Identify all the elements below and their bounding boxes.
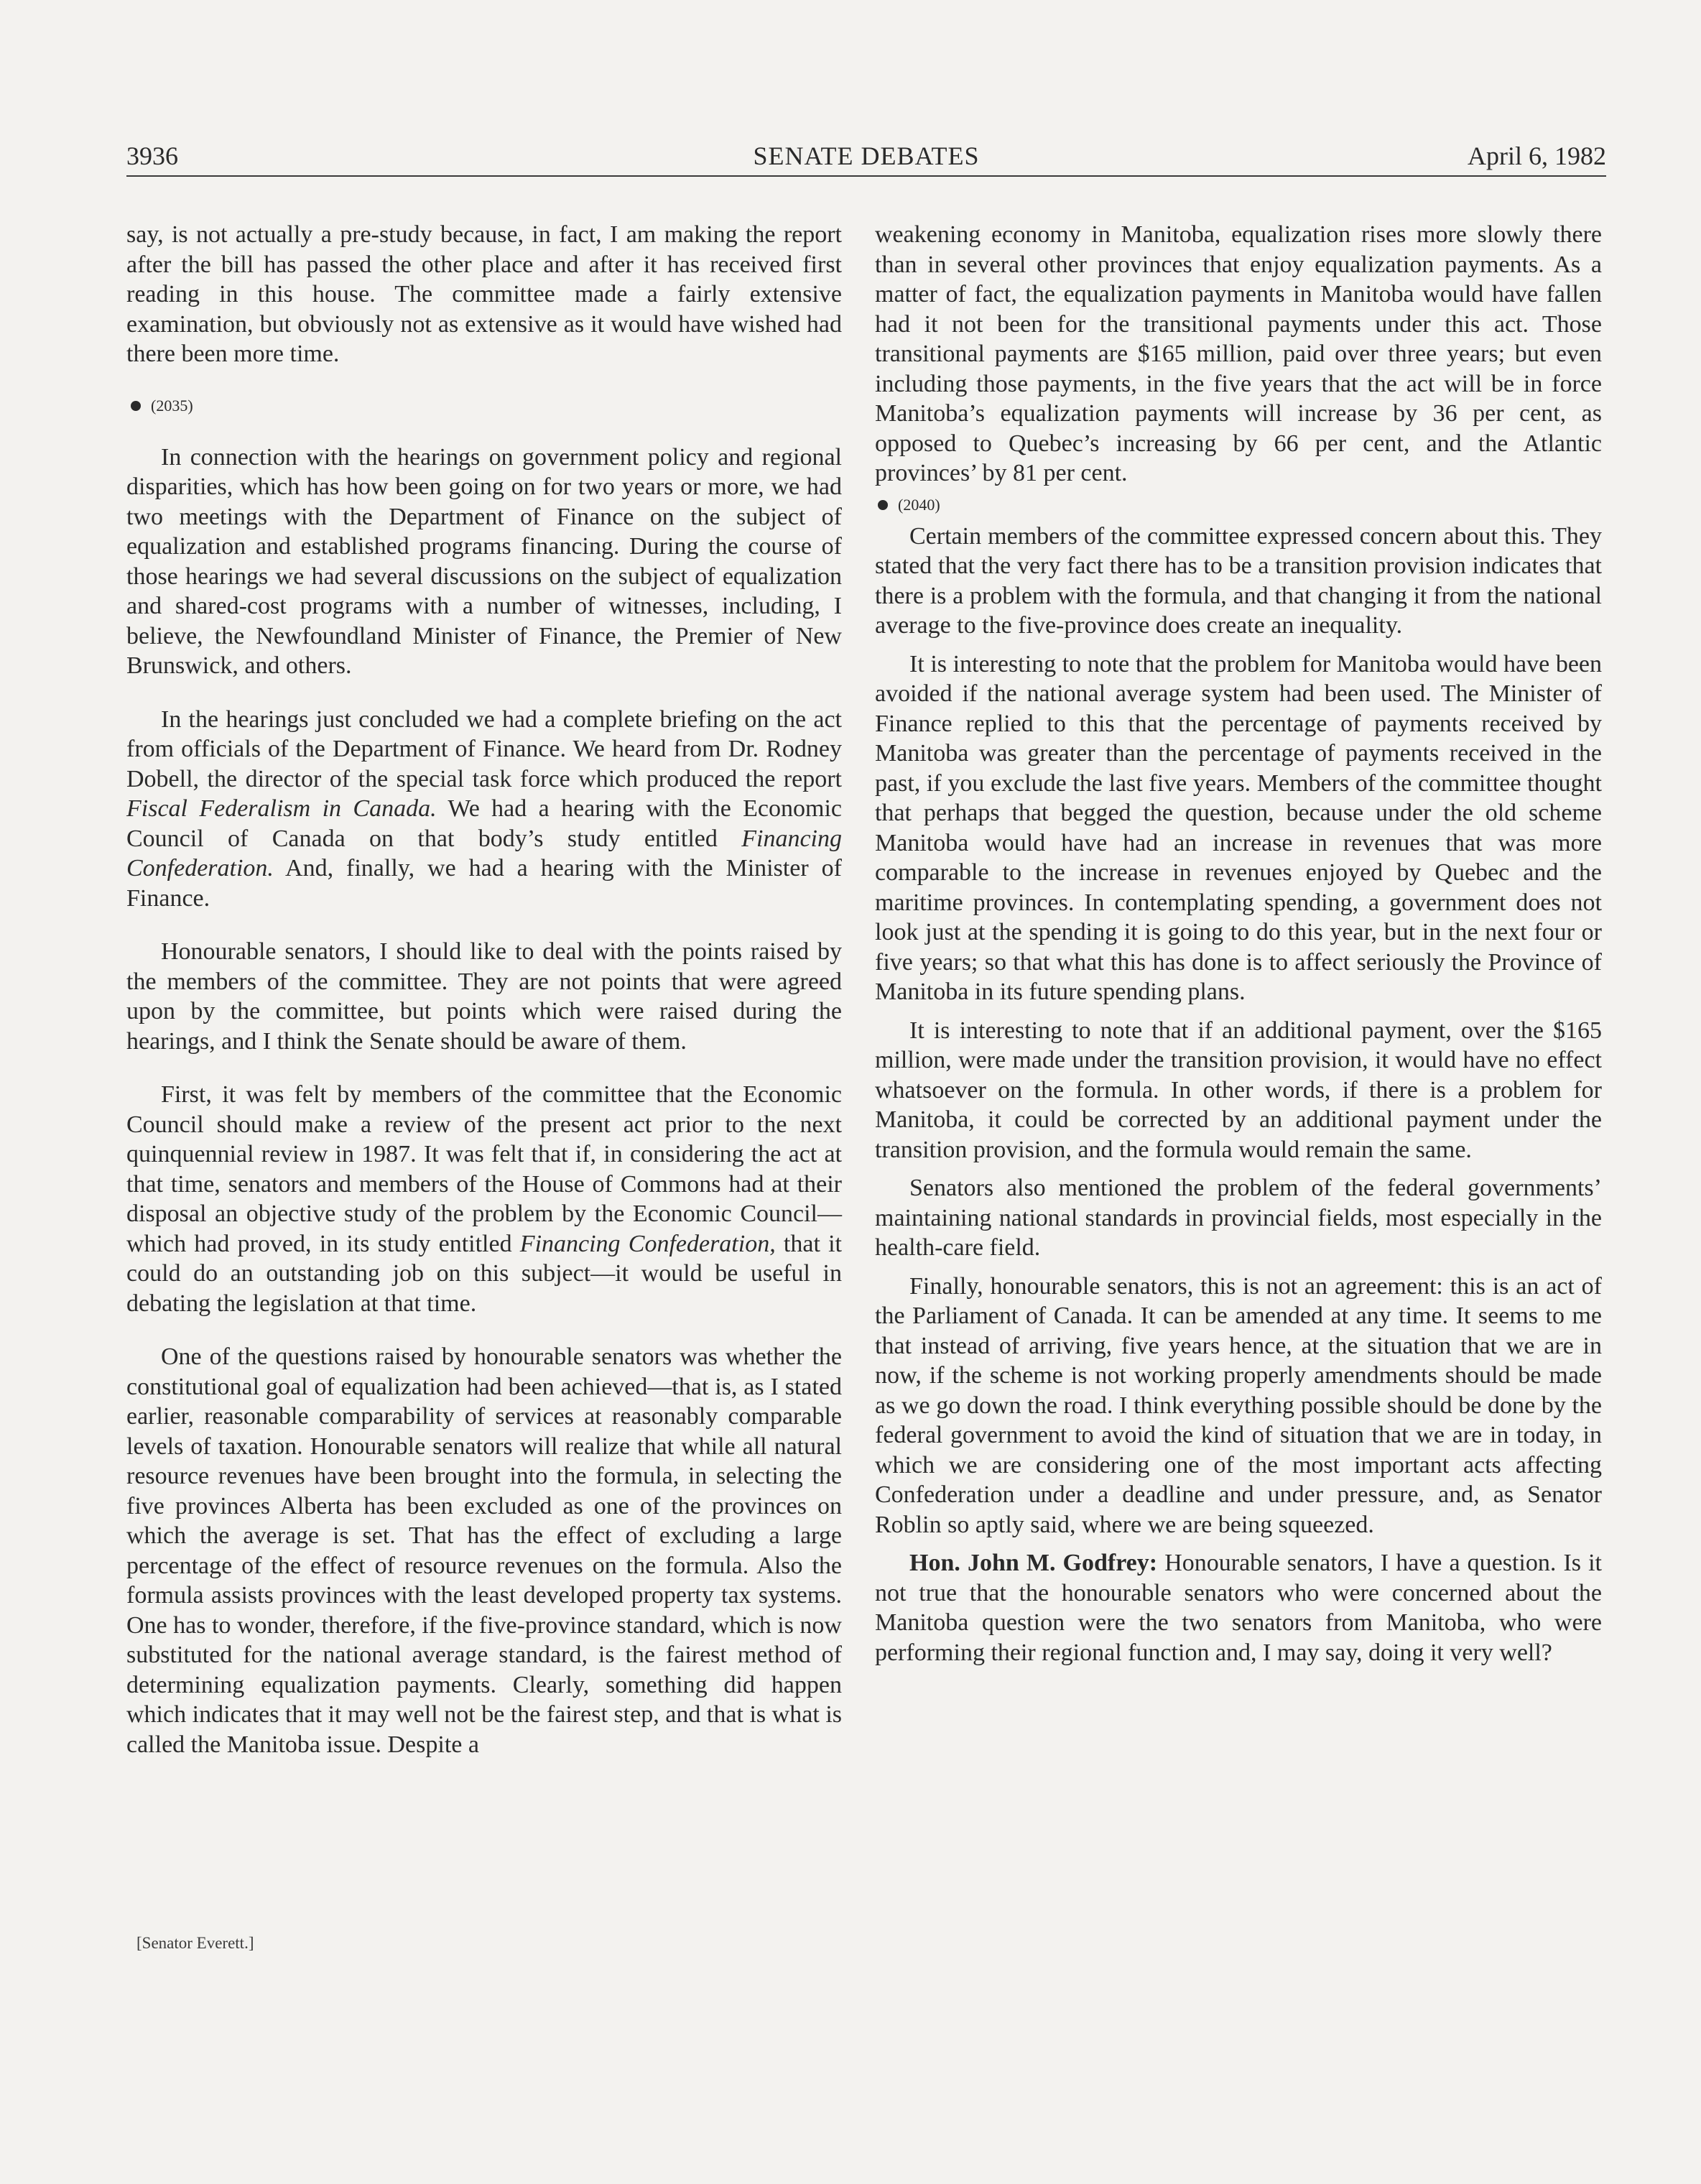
paragraph-text: And, finally, we had a hearing with the Minister of Finance. [126,855,842,912]
paragraph: It is interesting to note that if an additional payment, over the $165 million, were made under the transition provision, it would have no effect whatsoever on the formula. In other words, if there is a problem for Manitoba, it could be corrected by an additional payment under the transition provision, and the formula would remain the same. [875,1017,1602,1163]
speaker-footnote: [Senator Everett.] [136,1934,254,1952]
time-marker [878,494,1602,516]
left-column [126,220,842,1759]
time-marker-label: (2035) [151,396,193,415]
paragraph-text: In the hearings just concluded we had a complete briefing on the act from officials of the Department of Finance. We heard from Dr. Rodney Dobell, the director of the special task force which produced the report [126,705,842,792]
report-title: Fiscal Federalism in Canada. [126,795,437,822]
bullet-dot-icon [131,401,141,411]
page-number: 3936 [126,142,178,170]
paragraph: Finally, honourable senators, this is not an agreement: this is an act of the Parliament of Canada. It can be amended at any time. It seems to me that instead of arriving, five years hence, at the situation that we are in now, if the scheme is not working properly amendments should be made as we go down the road. I think everything possible should be done by the federal government to avoid the kind of situation that we are in today, in which we are considering one of the most important acts affecting Confederation under a deadline and under pressure, and, as Senator Roblin so aptly said, where we are being squeezed. [875,1272,1602,1538]
publication-date: April 6, 1982 [1468,142,1606,170]
page-header [126,136,1606,177]
paragraph: weakening economy in Manitoba, equalization rises more slowly there than in several other provinces that enjoy equalization payments. As a matter of fact, the equalization payments in Manitoba would have fallen had it not been for the transitional payments under this act. Those transitional payments are $165 million, paid over three years; but even including those payments, in the five years that the act will be in force Manitoba’s equalization payments will increase by 36 per cent, as opposed to Quebec’s increasing by 66 per cent, and the Atlantic provinces’ by 81 per cent. [875,221,1602,486]
paragraph [875,1548,1602,1667]
publication-title: SENATE DEBATES [753,142,980,170]
paragraph: In connection with the hearings on government policy and regional disparities, which has how been going on for two years or more, we had two meetings with the Department of Finance on the subject of equalization and established programs financing. During the course of those hearings we had several discussions on the subject of equalization and shared-cost programs with a number of witnesses, including, I believe, the Newfoundland Minister of Finance, the Premier of New Brunswick, and others. [126,443,842,679]
paragraph: Certain members of the committee expressed concern about this. They stated that the very fact there has to be a transition provision indicates that there is a problem with the formula, and that changing it from the national average to the five-province does create an inequality. [875,522,1602,639]
paragraph [126,1080,842,1318]
study-title: Financing Confederation. [126,825,842,882]
right-column [875,220,1602,1667]
paragraph: say, is not actually a pre-study because, in fact, I am making the report after the bill has passed the other place and after it has received first reading in this house. The committee made a fairly extensive examination, but obviously not as extensive as it would have wished had there been more time. [126,221,842,367]
study-title: Financing Confederation, [519,1230,776,1257]
paragraph: Honourable senators, I should like to deal with the points raised by the members of the committee. They are not points that were agreed upon by the committee, but points which were raised during the hearings, and I think the Senate should be aware of them. [126,938,842,1055]
paragraph: Senators also mentioned the problem of the federal governments’ maintaining national standards in provincial fields, most especially in the health-care field. [875,1175,1602,1261]
paragraph: One of the questions raised by honourable senators was whether the constitutional goal of equalization had been achieved—that is, as I stated earlier, reasonable comparability of services at reasonably comparable levels of taxation. Honourable senators will realize that while all natural resource revenues have been brought into the formula, in selecting the five provinces Alberta has been excluded as one of the provinces on which the average is set. That has the effect of excluding a large percentage of the effect of resource revenues on the formula. Also the formula assists provinces with the least developed property tax systems. One has to wonder, therefore, if the five-province standard, which is now substituted for the national average standard, is the fairest method of determining equalization payments. Clearly, something did happen which indicates that it may well not be the fairest step, and that is what is called the Manitoba issue. Despite a [126,1343,842,1758]
bullet-dot-icon [878,500,888,510]
paragraph-text: First, it was felt by members of the committee that the Economic Council should make a review of the present act prior to the next quinquennial review in 1987. It was felt that if, in considering the act at that time, senators and members of the House of Commons had at their disposal an objective study of the problem by the Economic Council—which had proved, in its study entitled [126,1081,842,1257]
time-marker-label: (2040) [898,495,940,514]
paragraph: It is interesting to note that the problem for Manitoba would have been avoided if the national average system had been used. The Minister of Finance replied to this that the percentage of payments received by Manitoba was greater than the percentage of payments received in the past, if you exclude the last five years. Members of the committee thought that perhaps that begged the question, because under the old scheme Manitoba would have had an increase in revenues that was more comparable to the increase in revenues enjoyed by Quebec and the maritime provinces. In contemplating spending, a government does not look just at the spending it is going to do this year, but in the next four or five years; so that what this has done is to affect seriously the Province of Manitoba in its future spending plans. [875,650,1602,1005]
paragraph-text: that it could do an outstanding job on this subject—it would be useful in debating the legislation at that time. [126,1230,843,1317]
speaker-name: Hon. John M. Godfrey: [909,1550,1158,1576]
paragraph [126,705,842,914]
paragraph-text: Honourable senators, I have a question. Is it not true that the honourable senators who were concerned about the Manitoba question were the two senators from Manitoba, who were performing their regional function and, I may say, doing it very well? [875,1550,1602,1666]
paragraph-text: We had a hearing with the Economic Council of Canada on that body’s study entitled [126,795,842,852]
time-marker [131,395,842,417]
